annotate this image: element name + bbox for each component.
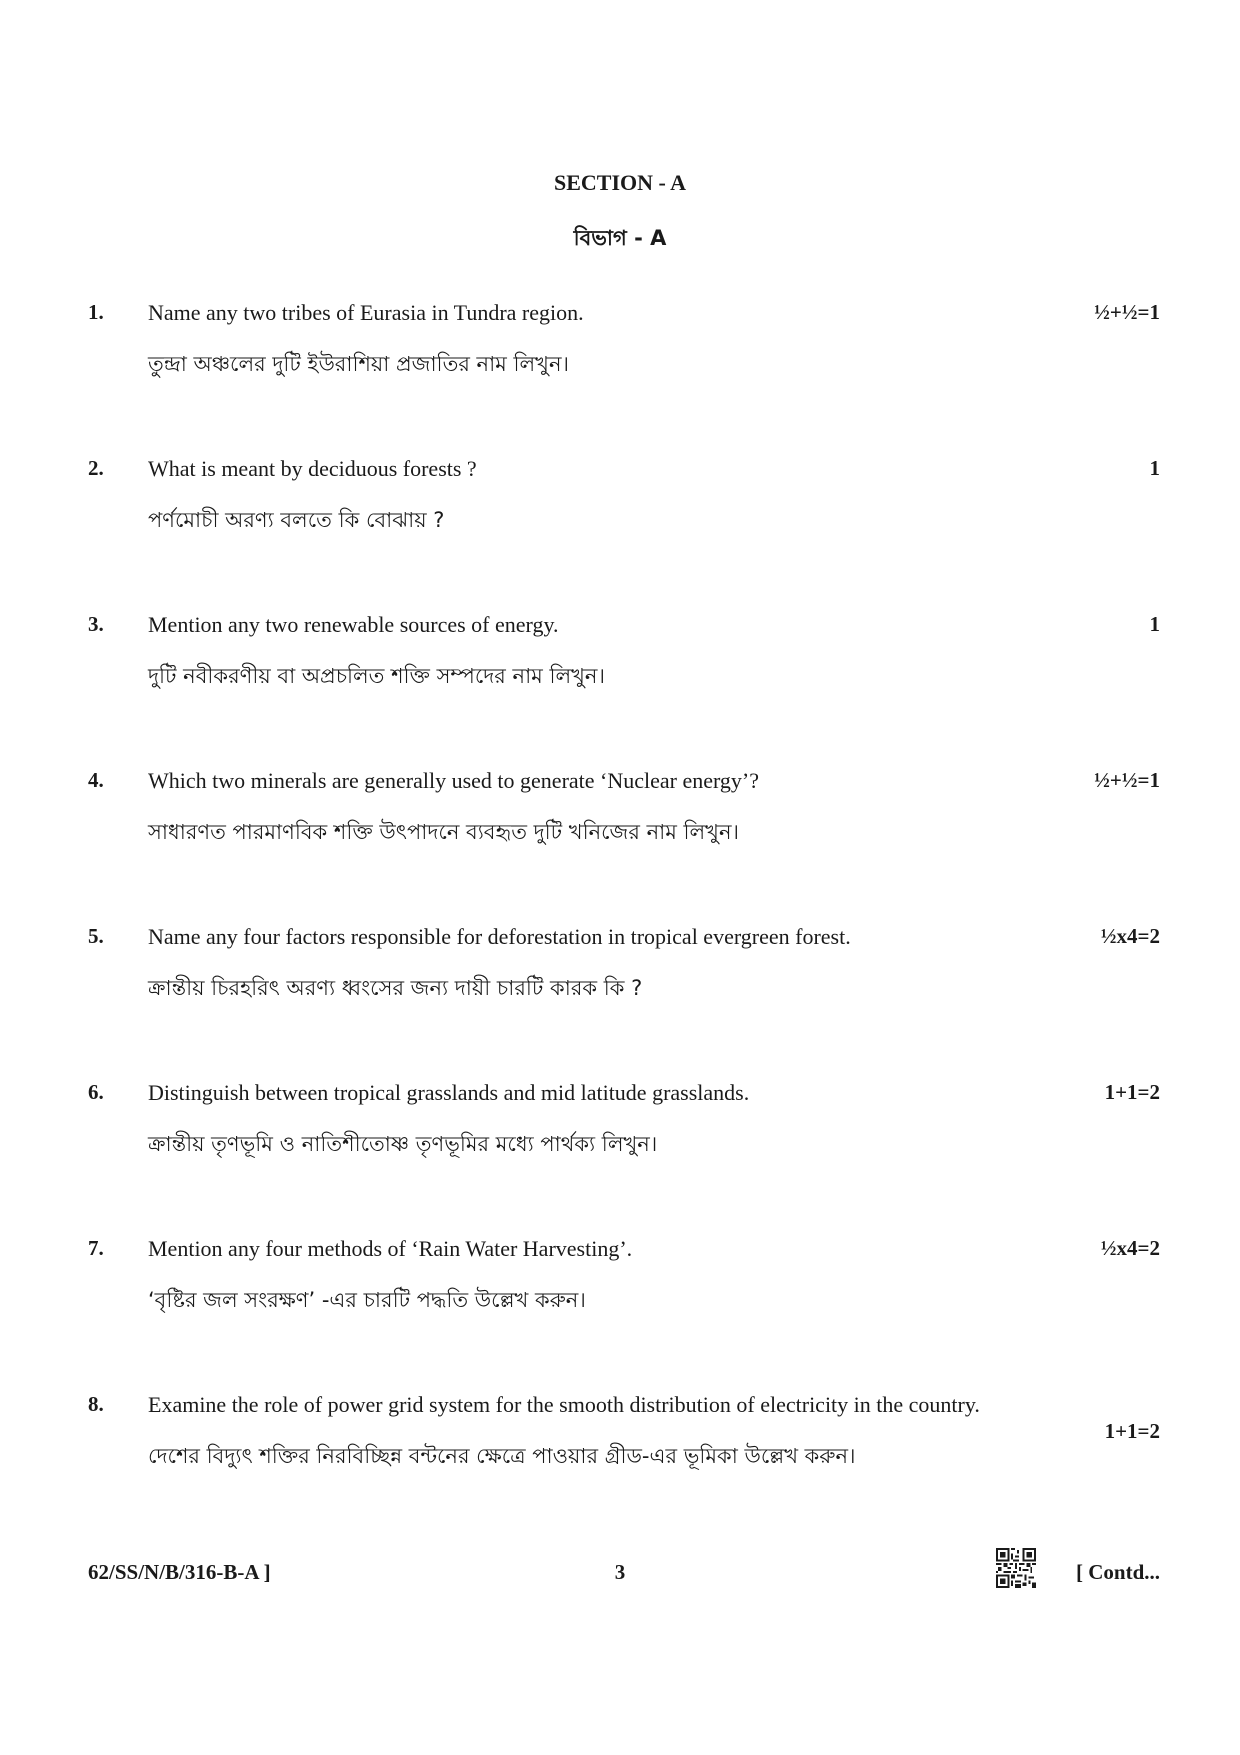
section-title: SECTION - A [553, 170, 687, 195]
question-7 [0, 1236, 1240, 1346]
question-8 [0, 1392, 1240, 1502]
question-2 [0, 456, 1240, 566]
question-number: 5. [88, 924, 104, 948]
question-4 [0, 768, 1240, 878]
question-text-bengali: দেশের বিদ্যুৎ শক্তির নিরবিচ্ছিন্ন বন্টনের ক্ষেত্রে পাওয়ার গ্রীড-এর ভূমিকা উল্লেখ করুন। [148, 1444, 856, 1468]
paper-code: 62/SS/N/B/316-B-A ] [88, 1560, 271, 1584]
question-text-english: Which two minerals are generally used to generate ‘Nuclear energy’? [148, 768, 760, 793]
question-marks: ½x4=2 [1100, 1236, 1160, 1260]
question-number: 3. [88, 612, 104, 636]
question-1 [0, 300, 1240, 410]
question-text-bengali: ক্রান্তীয় তৃণভূমি ও নাতিশীতোষ্ণ তৃণভূমির মধ্যে পার্থক্য লিখুন। [148, 1132, 658, 1156]
section-subtitle: বিভাগ - A [573, 226, 667, 250]
question-text-english: Examine the role of power grid system for the smooth distribution of electricity in the country. [148, 1392, 980, 1417]
qr-code-icon [996, 1548, 1036, 1588]
question-number: 1. [88, 300, 104, 324]
question-number: 2. [88, 456, 104, 480]
question-marks: ½+½=1 [1094, 300, 1160, 324]
question-marks: ½+½=1 [1094, 768, 1160, 792]
question-5 [0, 924, 1240, 1034]
question-text-english: Distinguish between tropical grasslands and mid latitude grasslands. [148, 1080, 750, 1105]
question-text-english: Mention any four methods of ‘Rain Water Harvesting’. [148, 1236, 633, 1261]
question-6 [0, 1080, 1240, 1190]
question-marks: ½x4=2 [1100, 924, 1160, 948]
question-text-bengali: তুন্দ্রা অঞ্চলের দুটি ইউরাশিয়া প্রজাতির নাম লিখুন। [148, 352, 570, 376]
question-text-english: Mention any two renewable sources of energy. [148, 612, 559, 637]
question-text-bengali: দুটি নবীকরণীয় বা অপ্রচলিত শক্তি সম্পদের নাম লিখুন। [148, 664, 605, 688]
question-marks: 1+1=2 [1104, 1080, 1160, 1104]
question-3 [0, 612, 1240, 722]
question-text-bengali: সাধারণত পারমাণবিক শক্তি উৎপাদনে ব্যবহৃত দুটি খনিজের নাম লিখুন। [148, 820, 740, 844]
question-number: 8. [88, 1392, 104, 1416]
continued-label: [ Contd... [1075, 1560, 1160, 1584]
question-text-english: Name any two tribes of Eurasia in Tundra region. [148, 300, 584, 325]
page-number: 3 [614, 1560, 626, 1584]
question-text-bengali: পর্ণমোচী অরণ্য বলতে কি বোঝায় ? [148, 508, 445, 532]
question-number: 7. [88, 1236, 104, 1260]
question-number: 4. [88, 768, 104, 792]
question-marks: 1+1=2 [1104, 1419, 1160, 1443]
question-text-bengali: ‘বৃষ্টির জল সংরক্ষণ’ -এর চারটি পদ্ধতি উল্লেখ করুন। [148, 1288, 586, 1312]
question-text-english: Name any four factors responsible for deforestation in tropical evergreen forest. [148, 924, 851, 949]
question-marks: 1 [1149, 456, 1160, 480]
question-marks: 1 [1149, 612, 1160, 636]
question-text-english: What is meant by deciduous forests ? [148, 456, 477, 481]
question-number: 6. [88, 1080, 104, 1104]
question-text-bengali: ক্রান্তীয় চিরহরিৎ অরণ্য ধ্বংসের জন্য দায়ী চারটি কারক কি ? [148, 976, 643, 1000]
